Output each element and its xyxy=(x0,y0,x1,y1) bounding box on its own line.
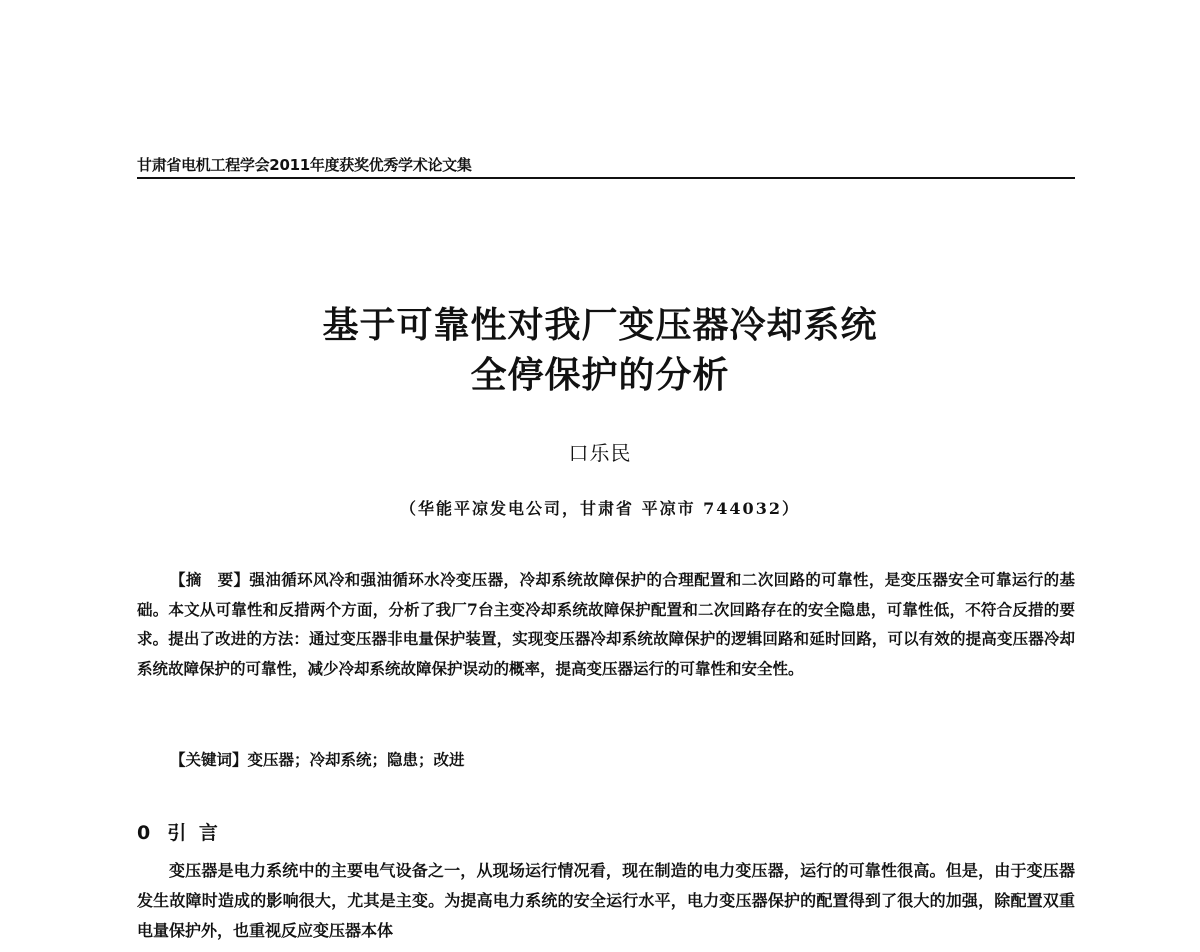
affiliation: （华能平凉发电公司，甘肃省 平凉市 744032） xyxy=(400,499,800,518)
paper-title xyxy=(0,300,1200,400)
body-paragraph: 变压器是电力系统中的主要电气设备之一，从现场运行情况看，现在制造的电力变压器，运行的可靠性很高。但是，由于变压器发生故障时造成的影响很大，尤其是主变。为提高电力系统的安全运行水平，电力变压器保护的配置得到了很大的加强，除配置双重电量保护外，也重视反应变压器本体 xyxy=(137,861,1075,940)
keywords-text: 变压器；冷却系统；隐患；改进 xyxy=(247,750,465,769)
keywords xyxy=(170,748,465,770)
abstract-text: 强油循环风冷和强油循环水冷变压器，冷却系统故障保护的合理配置和二次回路的可靠性，是变压器安全可靠运行的基础。本文从可靠性和反措两个方面，分析了我厂7台主变冷却系统故障保护配置和二次回路存在的安全隐患，可靠性低，不符合反措的要求。提出了改进的方法：通过变压器非电量保护装置，实现变压器冷却系统故障保护的逻辑回路和延时回路，可以有效的提高变压器冷却系统故障保护的可靠性，减少冷却系统故障保护误动的概率，提高变压器运行的可靠性和安全性。 xyxy=(137,570,1075,678)
abstract-label: 【摘 要】 xyxy=(170,570,250,589)
running-header: 甘肃省电机工程学会2011年度获奖优秀学术论文集 xyxy=(137,156,472,174)
title-line-2: 全停保护的分析 xyxy=(470,354,730,396)
section-number: 0 xyxy=(137,822,154,844)
author: 口乐民 xyxy=(568,441,632,465)
title-line-1: 基于可靠性对我厂变压器冷却系统 xyxy=(322,304,878,346)
section-title: 引 言 xyxy=(167,822,221,844)
abstract xyxy=(137,565,1075,683)
section-heading xyxy=(137,818,221,845)
header-rule xyxy=(137,177,1075,179)
keywords-label: 【关键词】 xyxy=(170,750,248,769)
